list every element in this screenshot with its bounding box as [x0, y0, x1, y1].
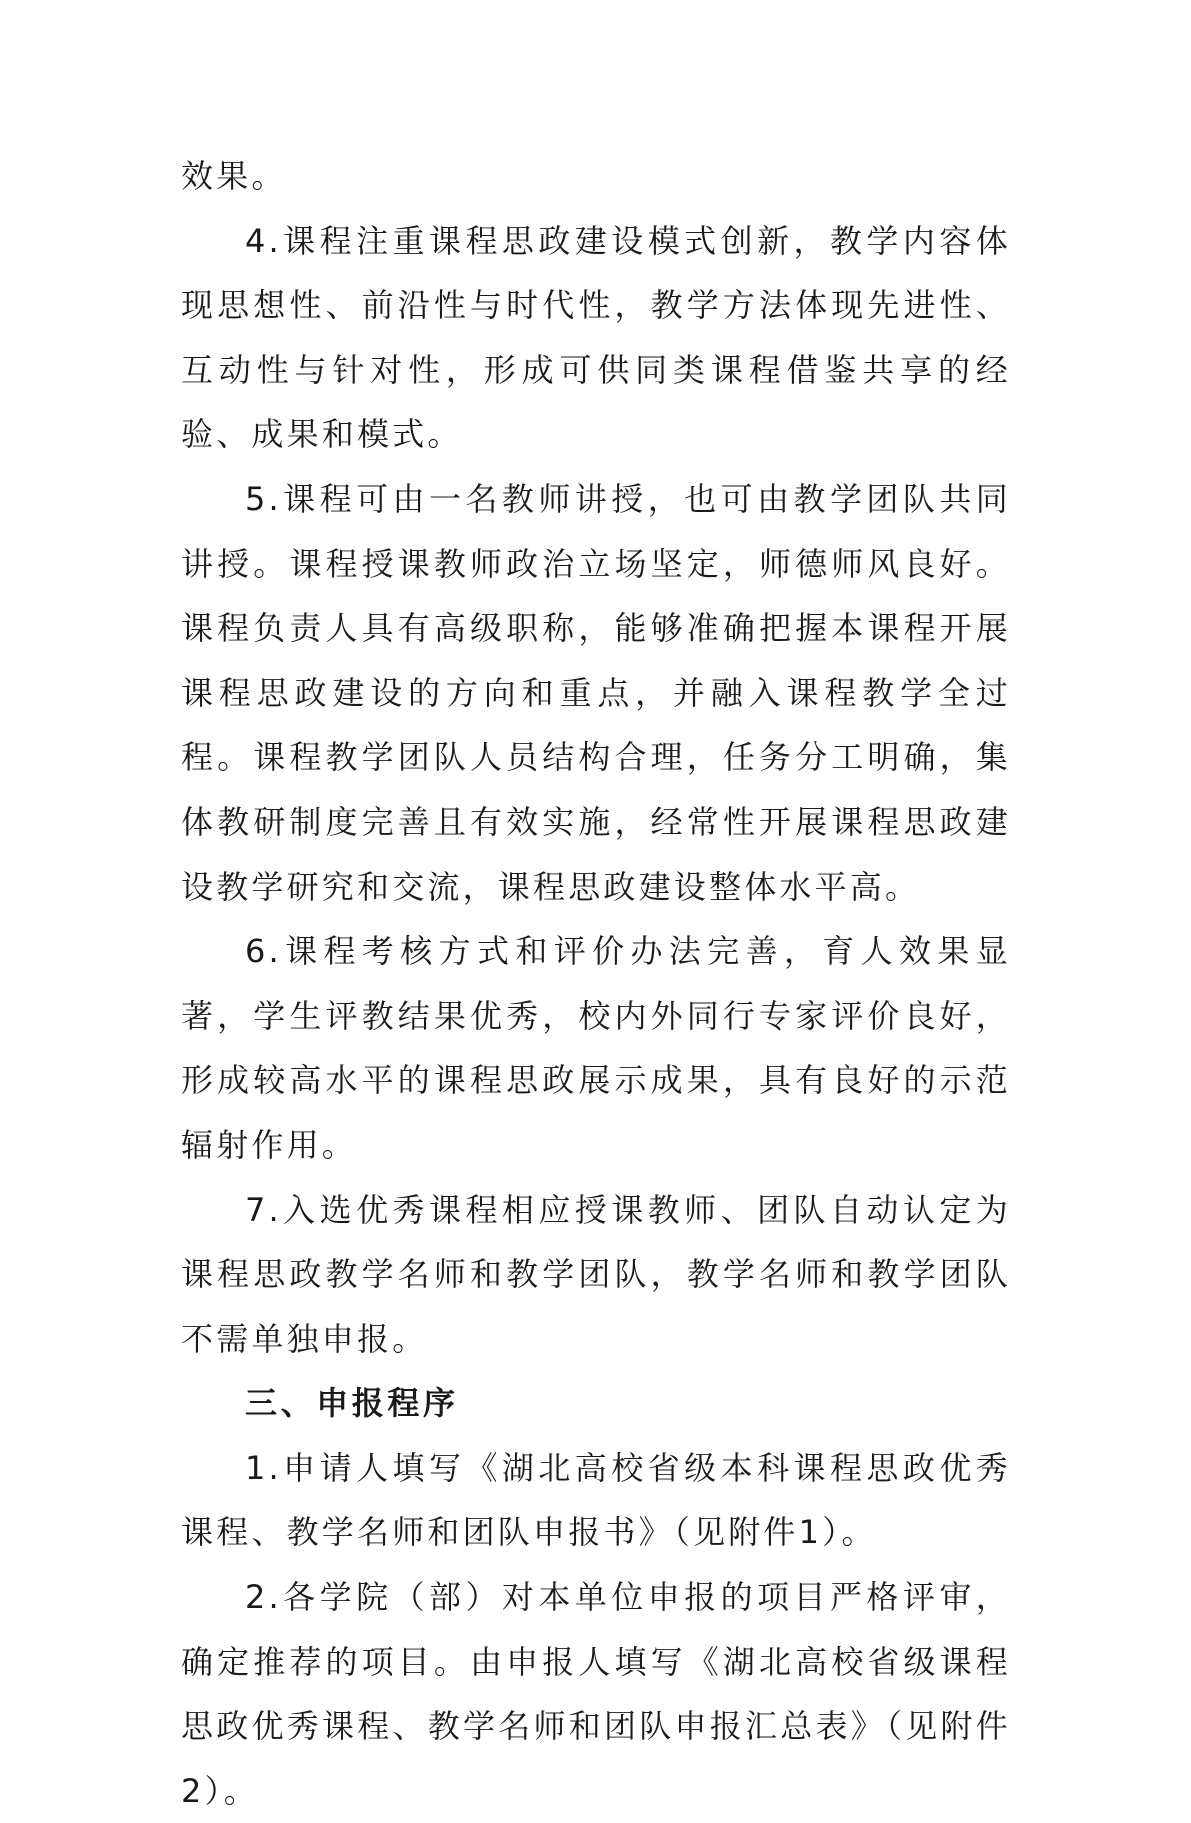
section-heading-application-procedure: 三、申报程序	[245, 1384, 459, 1423]
paragraph-procedure-2: 2.各学院（部）对本单位申报的项目严格评审，确定推荐的项目。由申报人填写《湖北高校省级课程思政优秀课程、教学名师和团队申报汇总表》（见附件2）。	[181, 1578, 1011, 1810]
paragraph-item-4: 4.课程注重课程思政建设模式创新，教学内容体现思想性、前沿性与时代性，教学方法体现先进性、互动性与针对性，形成可供同类课程借鉴共享的经验、成果和模式。	[181, 221, 1011, 454]
document-body	[181, 144, 1011, 1823]
paragraph-continuation: 效果。	[181, 157, 287, 195]
paragraph-procedure-1: 1.申请人填写《湖北高校省级本科课程思政优秀课程、教学名师和团队申报书》（见附件1）。	[181, 1448, 1011, 1552]
paragraph-item-6: 6.课程考核方式和评价办法完善，育人效果显著，学生评教结果优秀，校内外同行专家评价良好，形成较高水平的课程思政展示成果，具有良好的示范辐射作用。	[181, 932, 1011, 1164]
paragraph-item-7: 7.入选优秀课程相应授课教师、团队自动认定为课程思政教学名师和教学团队，教学名师和教学团队不需单独申报。	[181, 1190, 1011, 1358]
paragraph-item-5: 5.课程可由一名教师讲授，也可由教学团队共同讲授。课程授课教师政治立场坚定，师德师风良好。课程负责人具有高级职称，能够准确把握本课程开展课程思政建设的方向和重点，并融入课程教学全过程。课程教学团队人员结构合理，任务分工明确，集体教研制度完善且有效实施，经常性开展课程思政建设教学研究和交流，课程思政建设整体水平高。	[181, 479, 1011, 906]
